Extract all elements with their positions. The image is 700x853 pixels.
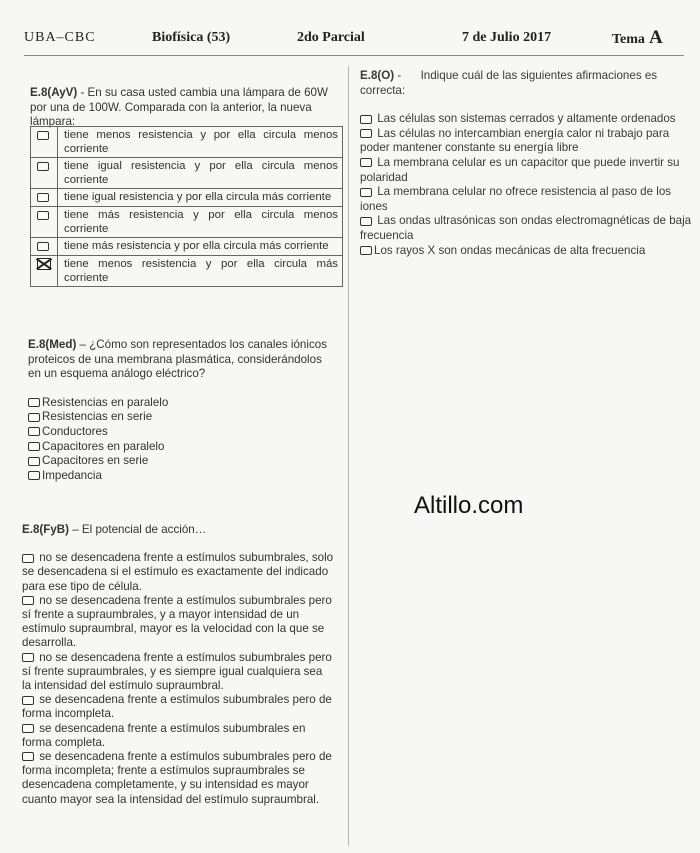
list-item[interactable] <box>360 214 692 243</box>
checkbox[interactable] <box>22 554 34 563</box>
option-row-marked[interactable] <box>31 256 343 287</box>
list-item[interactable] <box>22 693 334 721</box>
watermark: Altillo.com <box>414 492 524 519</box>
option-row[interactable] <box>31 158 343 189</box>
option-text: Conductores <box>42 424 108 438</box>
option-text: La membrana celular es un capacitor que puede invertir su polaridad <box>360 155 680 184</box>
option-text: tiene igual resistencia y por ella circula más corriente <box>58 189 343 207</box>
checkbox[interactable] <box>37 193 49 202</box>
exam-date: 7 de Julio 2017 <box>462 30 552 45</box>
checkbox[interactable] <box>28 471 40 480</box>
list-item[interactable] <box>22 551 334 594</box>
header-divider <box>24 55 684 56</box>
option-text: Las ondas ultrasónicas son ondas electromagnéticas de baja frecuencia <box>360 214 692 242</box>
institution: UBA–CBC <box>24 30 96 45</box>
list-item[interactable] <box>28 469 328 484</box>
list-item[interactable] <box>28 425 328 440</box>
checkbox[interactable] <box>28 413 40 422</box>
option-text: Las células son sistemas cerrados y altamente ordenados <box>377 112 676 126</box>
list-item[interactable] <box>28 410 328 425</box>
option-text: tiene más resistencia y por ella circula más corriente <box>58 238 343 256</box>
checkbox[interactable] <box>360 129 372 138</box>
option-text: Los rayos X son ondas mecánicas de alta frecuencia <box>374 243 646 257</box>
list-item[interactable] <box>360 185 692 214</box>
option-list <box>22 551 334 807</box>
list-item[interactable] <box>22 594 334 651</box>
question-prompt <box>22 523 334 537</box>
option-text: no se desencadena frente a estímulos subumbrales pero sí frente a supraumbrales, y a mayor intensidad de un estímulo supraumbral, mayor es la velocidad con la que se desarrolla. <box>22 593 332 650</box>
question-ayv-options <box>30 126 343 287</box>
checkbox[interactable] <box>360 188 372 197</box>
list-item[interactable] <box>360 244 692 259</box>
checkbox[interactable] <box>28 398 40 407</box>
exam-header <box>22 22 682 52</box>
question-text: - En su casa usted cambia una lámpara de 60W por una de 100W. Comparada con la anterior, la nueva lámpara: <box>30 86 328 129</box>
tema-label: Tema <box>612 32 645 47</box>
list-item[interactable] <box>28 454 328 469</box>
list-item[interactable] <box>28 440 328 455</box>
checkbox[interactable] <box>37 162 49 171</box>
checkbox[interactable] <box>28 442 40 451</box>
question-code: E.8(FyB) <box>22 523 70 536</box>
option-row[interactable] <box>31 207 343 238</box>
option-text: Las células no intercambian energía calor ni trabajo para poder mantener constante su energía libre <box>360 126 670 155</box>
option-text: tiene más resistencia y por ella circula menos corriente <box>58 207 343 238</box>
checked-checkbox-icon[interactable] <box>37 258 51 270</box>
option-text: se desencadena frente a estímulos subumbrales pero de forma incompleta. <box>22 693 332 721</box>
option-row[interactable] <box>31 238 343 256</box>
question-text: - Indique cuál de las siguientes afirmaciones es correcta: <box>360 69 661 97</box>
checkbox[interactable] <box>37 211 49 220</box>
checkbox[interactable] <box>22 696 34 705</box>
checkbox[interactable] <box>360 158 372 167</box>
column-divider <box>348 66 349 846</box>
checkbox[interactable] <box>22 752 34 761</box>
checkbox[interactable] <box>22 724 34 733</box>
option-text: Capacitores en paralelo <box>42 439 165 453</box>
checkbox[interactable] <box>37 131 49 140</box>
question-code: E.8(O) <box>360 69 395 82</box>
checkbox[interactable] <box>28 457 40 466</box>
option-text: La membrana celular no ofrece resistencia al paso de los iones <box>360 185 672 213</box>
tema-letter: A <box>648 27 663 48</box>
checkbox[interactable] <box>22 653 34 662</box>
subject: Biofísica (53) <box>152 30 231 45</box>
list-item[interactable] <box>360 156 692 185</box>
question-ayv-prompt <box>30 86 330 130</box>
question-code: E.8(Med) <box>28 338 77 351</box>
checkbox[interactable] <box>37 242 49 251</box>
list-item[interactable] <box>28 396 328 411</box>
option-row[interactable] <box>31 127 343 158</box>
question-med <box>28 338 328 483</box>
question-text: – ¿Cómo son representados los canales iónicos proteicos de una membrana plasmática, considerándolos en un esquema análogo eléctrico? <box>28 338 327 381</box>
exam-name: 2do Parcial <box>297 30 365 45</box>
option-text: no se desencadena frente a estímulos subumbrales, solo se desencadena si el estímulo es exactamente del indicado para ese tipo de célula. <box>22 551 334 593</box>
option-text: tiene igual resistencia y por ella circula menos corriente <box>58 158 343 189</box>
option-text: tiene menos resistencia y por ella circula más corriente <box>58 256 343 287</box>
option-list <box>360 112 692 258</box>
option-text: tiene menos resistencia y por ella circula menos corriente <box>58 127 343 158</box>
option-text: Resistencias en paralelo <box>42 395 169 409</box>
option-text: se desencadena frente a estímulos subumbrales pero de forma incompleta; frente a estímulos supraumbrales se desencadena completamente, y su intensidad es mayor cuanto mayor sea la intensidad del estímulo supraumbral. <box>22 750 332 806</box>
question-o <box>360 69 692 258</box>
list-item[interactable] <box>22 722 334 750</box>
option-text: no se desencadena frente a estímulos subumbrales pero sí frente supraumbrales, y es siempre igual cualquiera sea la intensidad del estímulo supraumbral. <box>22 650 332 693</box>
list-item[interactable] <box>360 127 692 156</box>
option-text: Impedancia <box>42 468 102 482</box>
tema <box>612 27 663 49</box>
option-text: Resistencias en serie <box>42 410 153 424</box>
option-text: se desencadena frente a estímulos subumbrales en forma completa. <box>22 721 306 749</box>
question-text: – El potencial de acción… <box>69 523 207 536</box>
question-prompt <box>28 338 328 382</box>
option-list <box>28 396 328 484</box>
option-text: Capacitores en serie <box>42 454 149 468</box>
checkbox[interactable] <box>360 246 372 255</box>
option-row[interactable] <box>31 189 343 207</box>
list-item[interactable] <box>22 651 334 694</box>
question-fyb <box>22 523 334 807</box>
checkbox[interactable] <box>28 427 40 436</box>
list-item[interactable] <box>360 112 692 127</box>
question-prompt <box>360 69 692 98</box>
checkbox[interactable] <box>360 115 372 124</box>
checkbox[interactable] <box>22 596 34 605</box>
list-item[interactable] <box>22 750 334 807</box>
checkbox[interactable] <box>360 217 372 226</box>
question-code: E.8(AyV) <box>30 86 78 99</box>
